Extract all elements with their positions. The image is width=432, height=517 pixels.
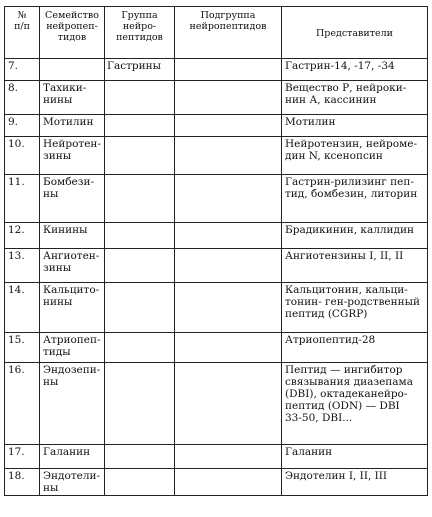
representatives-cell	[282, 283, 428, 333]
family-cell	[40, 137, 105, 175]
family-cell	[40, 223, 105, 249]
family-cell	[40, 81, 105, 115]
family-cell	[40, 283, 105, 333]
representatives-cell	[282, 223, 428, 249]
family-cell	[40, 175, 105, 223]
row-number-text: 12.	[8, 224, 25, 236]
subgroup-cell	[175, 249, 282, 283]
representatives-cell	[282, 137, 428, 175]
representatives-cell	[282, 363, 428, 445]
table-body	[5, 59, 428, 496]
group-cell	[105, 445, 175, 469]
subgroup-cell	[175, 333, 282, 363]
row-number	[5, 137, 40, 175]
subgroup-cell	[175, 137, 282, 175]
table-row	[5, 333, 428, 363]
row-number	[5, 283, 40, 333]
representatives-cell-text: Гастрин-рилизинг пеп- тид, бомбезин, литорин	[285, 176, 418, 200]
row-number	[5, 445, 40, 469]
family-cell	[40, 469, 105, 496]
header-subgroup-text: Подгруппа нейропептидов	[189, 10, 267, 32]
family-cell	[40, 445, 105, 469]
row-number-text: 10.	[8, 138, 25, 150]
group-cell	[105, 81, 175, 115]
group-cell	[105, 283, 175, 333]
group-cell	[105, 59, 175, 81]
table-row	[5, 363, 428, 445]
family-cell-text: Эндозепи- ны	[43, 364, 101, 388]
row-number	[5, 363, 40, 445]
representatives-cell-text: Гастрин-14, -17, -34	[285, 60, 395, 72]
subgroup-cell	[175, 59, 282, 81]
row-number	[5, 223, 40, 249]
family-cell-text: Эндотели- ны	[43, 470, 101, 494]
subgroup-cell	[175, 81, 282, 115]
group-cell	[105, 223, 175, 249]
header-num-text: № п/п	[14, 10, 30, 32]
table-row	[5, 249, 428, 283]
representatives-cell-text: Пептид — ингибитор связывания диазепама (DBI), октадеканейро- пептид (ODN) — DBI 33-50, DBI...	[285, 364, 413, 424]
header-row	[5, 7, 428, 59]
family-cell	[40, 363, 105, 445]
representatives-cell	[282, 249, 428, 283]
group-cell	[105, 137, 175, 175]
representatives-cell-text: Эндотелин I, II, III	[285, 470, 388, 482]
table-row	[5, 469, 428, 496]
group-cell	[105, 333, 175, 363]
header-group	[105, 7, 175, 59]
row-number-text: 17.	[8, 446, 25, 458]
group-cell-text: Гастрины	[107, 60, 161, 72]
subgroup-cell	[175, 469, 282, 496]
family-cell-text: Нейротен- зины	[43, 138, 101, 162]
family-cell	[40, 59, 105, 81]
family-cell-text: Атриопеп- тиды	[43, 334, 101, 358]
subgroup-cell	[175, 175, 282, 223]
table-row	[5, 81, 428, 115]
representatives-cell	[282, 469, 428, 496]
row-number	[5, 175, 40, 223]
row-number-text: 18.	[8, 470, 25, 482]
table-row	[5, 115, 428, 137]
row-number	[5, 469, 40, 496]
header-family	[40, 7, 105, 59]
group-cell	[105, 363, 175, 445]
table-row	[5, 175, 428, 223]
row-number-text: 13.	[8, 250, 25, 262]
representatives-cell-text: Брадикинин, каллидин	[285, 224, 415, 236]
row-number-text: 11.	[8, 176, 25, 188]
representatives-cell-text: Мотилин	[285, 116, 336, 128]
family-cell	[40, 333, 105, 363]
representatives-cell-text: Галанин	[285, 446, 333, 458]
group-cell	[105, 469, 175, 496]
row-number	[5, 249, 40, 283]
row-number-text: 16.	[8, 364, 25, 376]
representatives-cell	[282, 115, 428, 137]
subgroup-cell	[175, 115, 282, 137]
representatives-cell	[282, 445, 428, 469]
table-row	[5, 137, 428, 175]
representatives-cell-text: Вещество Р, нейроки- нин А, кассинин	[285, 82, 407, 106]
family-cell-text: Кинины	[43, 224, 88, 236]
representatives-cell	[282, 175, 428, 223]
row-number-text: 15.	[8, 334, 25, 346]
subgroup-cell	[175, 283, 282, 333]
row-number-text: 14.	[8, 284, 25, 296]
header-subgroup	[175, 7, 282, 59]
neuropeptide-table	[4, 6, 428, 496]
table-row	[5, 223, 428, 249]
representatives-cell	[282, 333, 428, 363]
header-representatives-text: Представители	[315, 28, 393, 39]
header-num	[5, 7, 40, 59]
row-number	[5, 333, 40, 363]
row-number-text: 8.	[8, 82, 19, 94]
subgroup-cell	[175, 445, 282, 469]
table-row	[5, 59, 428, 81]
row-number	[5, 81, 40, 115]
family-cell-text: Галанин	[43, 446, 91, 458]
representatives-cell-text: Кальцитонин, кальци- тонин- ген-родственный пептид (CGRP)	[285, 284, 420, 320]
group-cell	[105, 249, 175, 283]
header-group-text: Группа нейро- пептидов	[116, 10, 163, 43]
family-cell	[40, 249, 105, 283]
subgroup-cell	[175, 363, 282, 445]
row-number	[5, 59, 40, 81]
family-cell	[40, 115, 105, 137]
row-number	[5, 115, 40, 137]
header-representatives	[282, 7, 428, 59]
representatives-cell-text: Атриопептид-28	[285, 334, 376, 346]
header-family-text: Семейство нейропеп- тидов	[45, 10, 99, 43]
row-number-text: 9.	[8, 116, 19, 128]
family-cell-text: Кальцито- нины	[43, 284, 100, 308]
table-row	[5, 283, 428, 333]
group-cell	[105, 115, 175, 137]
family-cell-text: Тахики- нины	[43, 82, 87, 106]
family-cell-text: Бомбези- ны	[43, 176, 95, 200]
family-cell-text: Мотилин	[43, 116, 94, 128]
subgroup-cell	[175, 223, 282, 249]
representatives-cell	[282, 59, 428, 81]
row-number-text: 7.	[8, 60, 19, 72]
table-row	[5, 445, 428, 469]
group-cell	[105, 175, 175, 223]
representatives-cell	[282, 81, 428, 115]
representatives-cell-text: Ангиотензины I, II, II	[285, 250, 404, 262]
representatives-cell-text: Нейротензин, нейроме- дин N, ксенопсин	[285, 138, 418, 162]
family-cell-text: Ангиотен- зины	[43, 250, 100, 274]
